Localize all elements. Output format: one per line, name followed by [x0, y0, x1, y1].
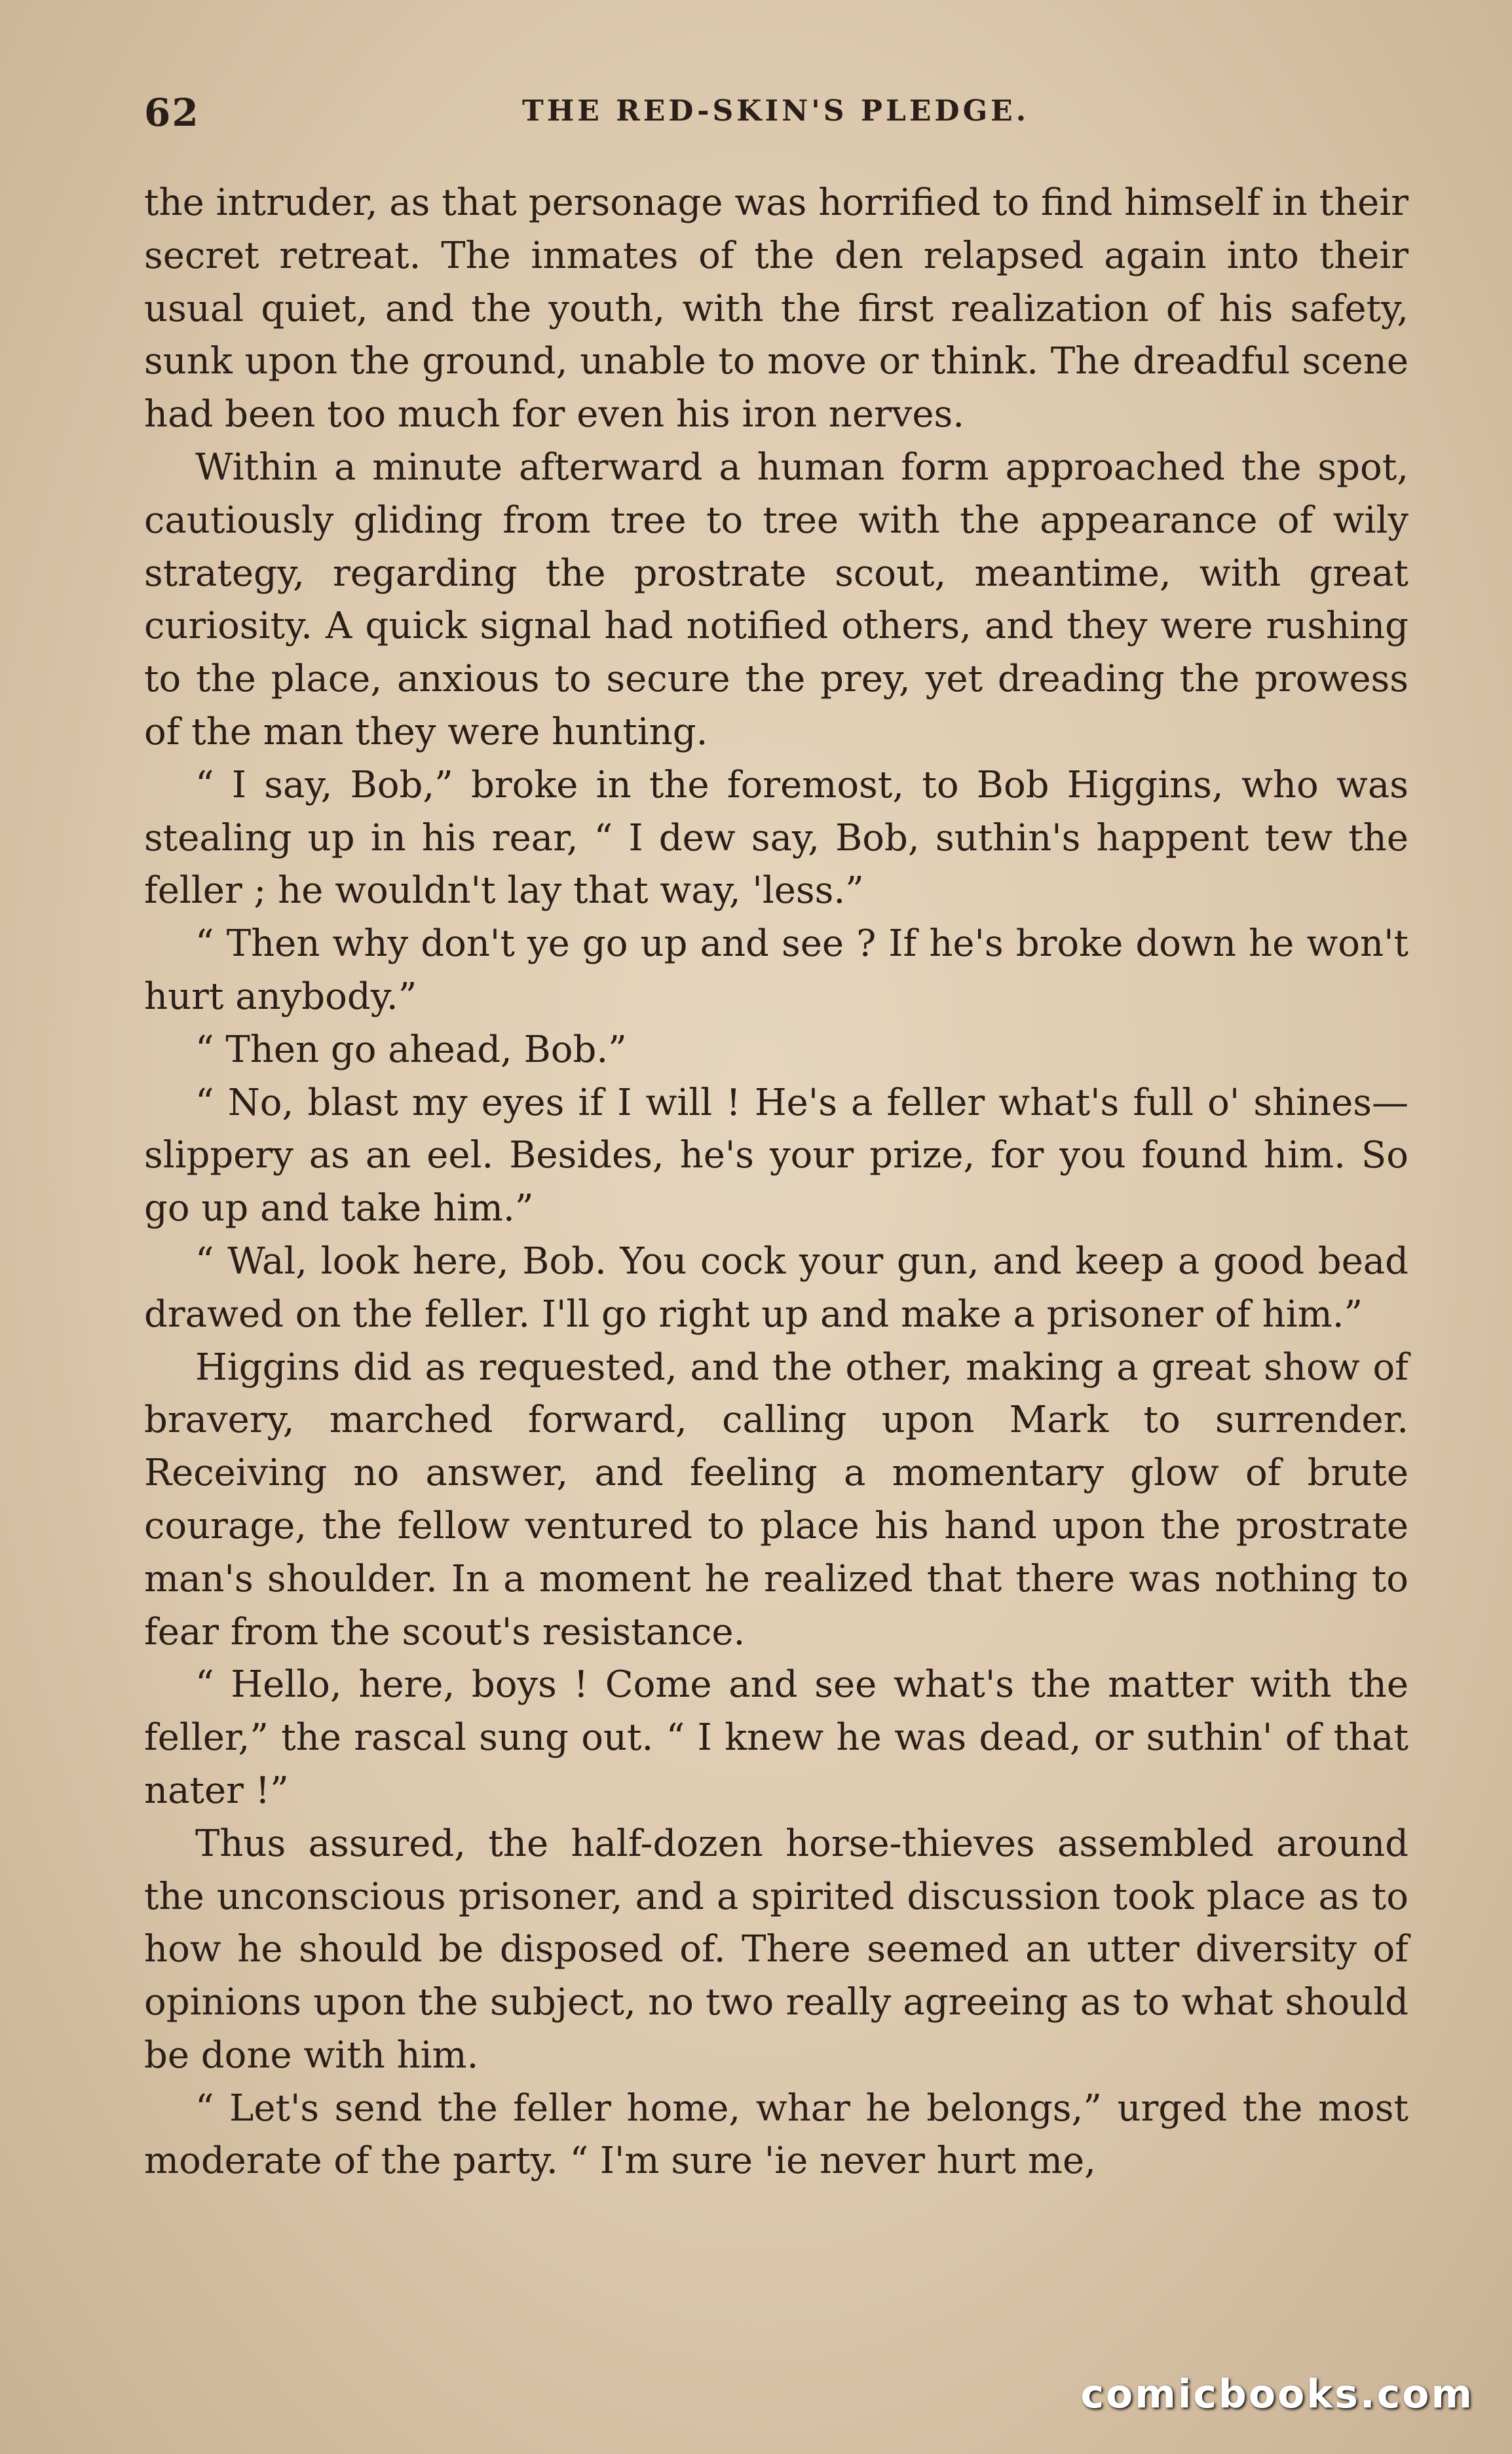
watermark: comicbooks.com — [1080, 2371, 1474, 2417]
body-text — [144, 177, 1408, 2188]
paragraph: “ Hello, here, boys ! Come and see what's the matter with the feller,” the rascal sung out. “ I knew he was dead, or suthin' of that nater !” — [144, 1663, 1408, 1812]
paragraph: “ Then go ahead, Bob.” — [195, 1028, 627, 1071]
running-title: THE RED-SKIN'S PLEDGE. — [521, 94, 1030, 128]
paragraph: Thus assured, the half-dozen horse-thieves assembled around the unconscious prisoner, and a spirited discussion took place as to how he should be disposed of. There seemed an utter diversity of opinions upon the subject, no two really agreeing as to what should be done with him. — [144, 1822, 1408, 2077]
paragraph: “ Then why don't ye go up and see ? If he's broke down he won't hurt anybody.” — [144, 922, 1408, 1018]
paragraph: Within a minute afterward a human form approached the spot, cautiously gliding from tree to tree with the appearance of wily strategy, regarding the prostrate scout, meantime, with great curiosity. A quick signal had notified others, and they were rushing to the place, anxious to secure the prey, yet dreading the prowess of the man they were hunting. — [144, 445, 1408, 753]
paragraph: Higgins did as requested, and the other, making a great show of bravery, marched forward, calling upon Mark to surrender. Receiving no answer, and feeling a momentary glow of brute courage, the fellow ventured to place his hand upon the prostrate man's shoulder. In a moment he realized that there was nothing to fear from the scout's resistance. — [144, 1346, 1408, 1653]
paragraph: “ Wal, look here, Bob. You cock your gun, and keep a good bead drawed on the feller. I'll go right up and make a prisoner of him.” — [144, 1239, 1408, 1336]
paragraph: “ Let's send the feller home, whar he belongs,” urged the most moderate of the party. “ I'm sure 'ie never hurt me, — [144, 2086, 1408, 2183]
page-header — [144, 90, 1407, 136]
paragraph-continuation: the intruder, as that personage was horrified to find himself in their secret retreat. The inmates of the den relapsed again into their usual quiet, and the youth, with the first realization of his safety, sunk upon the ground, unable to move or think. The dreadful scene had been too much for even his iron nerves. — [144, 181, 1408, 436]
paragraph: “ I say, Bob,” broke in the foremost, to Bob Higgins, who was stealing up in his rear, “ I dew say, Bob, suthin's happent tew the feller ; he wouldn't lay that way, 'less.” — [144, 763, 1408, 913]
paragraph: “ No, blast my eyes if I will ! He's a feller what's full o' shines—slippery as an eel. Besides, he's your prize, for you found him. So go up and take him.” — [144, 1081, 1408, 1230]
page-number: 62 — [144, 90, 200, 135]
